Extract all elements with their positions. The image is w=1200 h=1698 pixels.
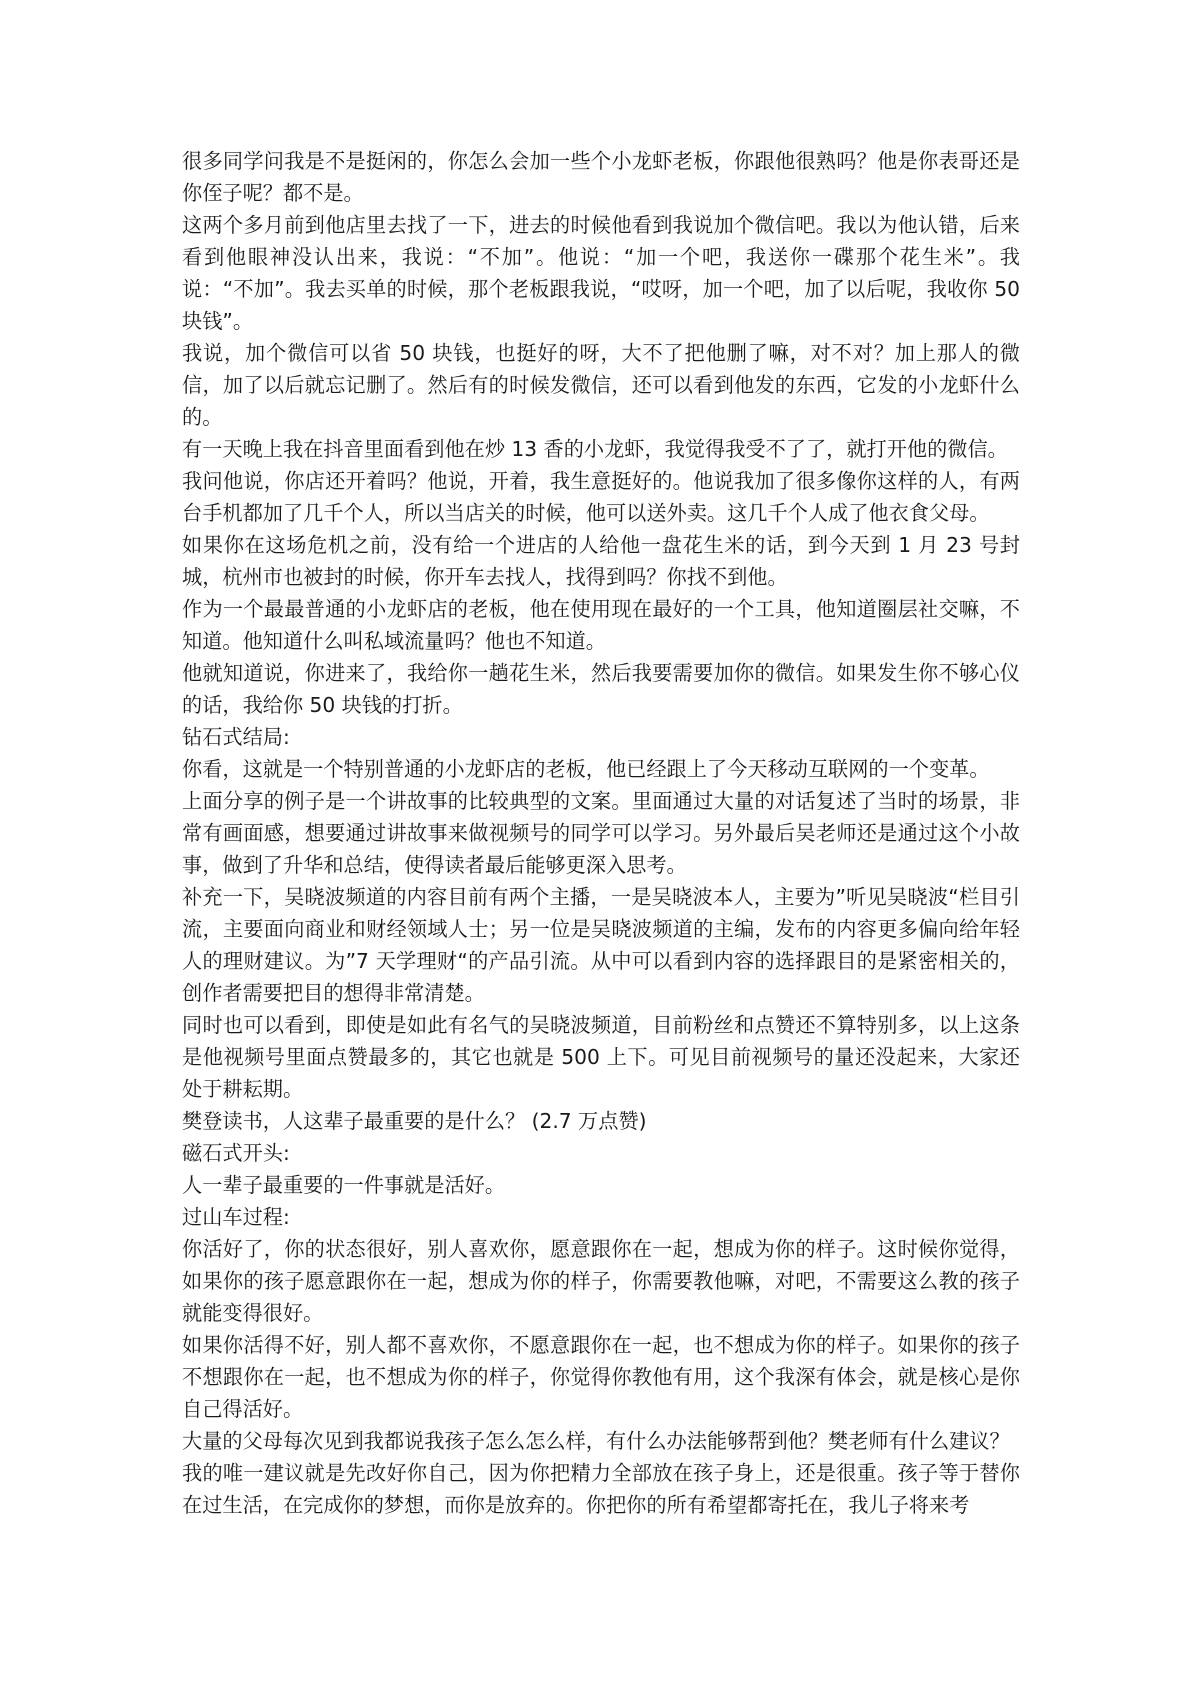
paragraph-supplement: 补充一下，吴晓波频道的内容目前有两个主播，一是吴晓波本人，主要为”听见吴晓波“栏目引流，主要面向商业和财经领域人士；另一位是吴晓波频道的主编，发布的内容更多偏向给年轻人的理财建议。为”7 天学理财“的产品引流。从中可以看到内容的选择跟目的是紧密相关的，创作者需要把目的想得非常清楚。	[182, 885, 1020, 1005]
paragraph-live-well: 人一辈子最重要的一件事就是活好。	[182, 1173, 506, 1197]
paragraph-likes-observation: 同时也可以看到，即使是如此有名气的吴晓波频道，目前粉丝和点赞还不算特别多，以上这条是他视频号里面点赞最多的，其它也就是 500 上下。可见目前视频号的量还没起来，大家还处于耕耘期。	[182, 1013, 1020, 1101]
paragraph-douyin: 有一天晚上我在抖音里面看到他在炒 13 香的小龙虾，我觉得我受不了了，就打开他的微信。	[182, 437, 1008, 461]
paragraph-save-50: 我说，加个微信可以省 50 块钱，也挺好的呀，大不了把他删了嘛，对不对？加上那人的微信，加了以后就忘记删了。然后有的时候发微信，还可以看到他发的东西，它发的小龙虾什么的。	[182, 341, 1020, 429]
paragraph-delivery: 我问他说，你店还开着吗？他说，开着，我生意挺好的。他说我加了很多像你这样的人，有两台手机都加了几千个人，所以当店关的时候，他可以送外卖。这几千个人成了他衣食父母。	[182, 469, 1020, 525]
document-page	[182, 145, 1020, 1521]
paragraph-live-badly: 如果你活得不好，别人都不喜欢你，不愿意跟你在一起，也不想成为你的样子。如果你的孩子不想跟你在一起，也不想成为你的样子，你觉得你教他有用，这个我深有体会，就是核心是你自己得活好。	[182, 1333, 1020, 1421]
section-label-diamond-ending: 钻石式结局:	[182, 725, 290, 749]
section-label-magnet-opening: 磁石式开头:	[182, 1141, 290, 1165]
paragraph-only-advice: 我的唯一建议就是先改好你自己，因为你把精力全部放在孩子身上，还是很重。孩子等于替你在过生活，在完成你的梦想，而你是放弃的。你把你的所有希望都寄托在，我儿子将来考	[182, 1461, 1020, 1517]
paragraph-parents-ask: 大量的父母每次见到我都说我孩子怎么怎么样，有什么办法能够帮到他？樊老师有什么建议？	[182, 1429, 1010, 1453]
paragraph-intro: 很多同学问我是不是挺闲的，你怎么会加一些个小龙虾老板，你跟他很熟吗？他是你表哥还是你侄子呢？都不是。	[182, 149, 1020, 205]
paragraph-analysis: 上面分享的例子是一个讲故事的比较典型的文案。里面通过大量的对话复述了当时的场景，非常有画面感，想要通过讲故事来做视频号的同学可以学习。另外最后吴老师还是通过这个小故事，做到了升华和总结，使得读者最后能够更深入思考。	[182, 789, 1020, 877]
paragraph-story-wechat: 这两个多月前到他店里去找了一下，进去的时候他看到我说加个微信吧。我以为他认错，后来看到他眼神没认出来，我说：“不加”。他说：“加一个吧，我送你一碟那个花生米”。我说：“不加”。我去买单的时候，那个老板跟我说，“哎呀，加一个吧，加了以后呢，我收你 50 块钱”。	[182, 213, 1020, 333]
paragraph-live-well-detail: 你活好了，你的状态很好，别人喜欢你，愿意跟你在一起，想成为你的样子。这时候你觉得，如果你的孩子愿意跟你在一起，想成为你的样子，你需要教他嘛，对吧，不需要这么教的孩子就能变得很好。	[182, 1237, 1020, 1325]
paragraph-ordinary-boss: 作为一个最最普通的小龙虾店的老板，他在使用现在最好的一个工具，他知道圈层社交嘛，不知道。他知道什么叫私域流量吗？他也不知道。	[182, 597, 1020, 653]
paragraph-peanuts: 他就知道说，你进来了，我给你一趟花生米，然后我要需要加你的微信。如果发生你不够心仪的话，我给你 50 块钱的打折。	[182, 661, 1020, 717]
section-label-rollercoaster: 过山车过程:	[182, 1205, 290, 1229]
paragraph-revolution: 你看，这就是一个特别普通的小龙虾店的老板，他已经跟上了今天移动互联网的一个变革。	[182, 757, 990, 781]
paragraph-crisis: 如果你在这场危机之前，没有给一个进店的人给他一盘花生米的话，到今天到 1 月 23 号封城，杭州市也被封的时候，你开车去找人，找得到吗？你找不到他。	[182, 533, 1020, 589]
section-title-fandeng: 樊登读书，人这辈子最重要的是什么？ (2.7 万点赞)	[182, 1109, 647, 1133]
